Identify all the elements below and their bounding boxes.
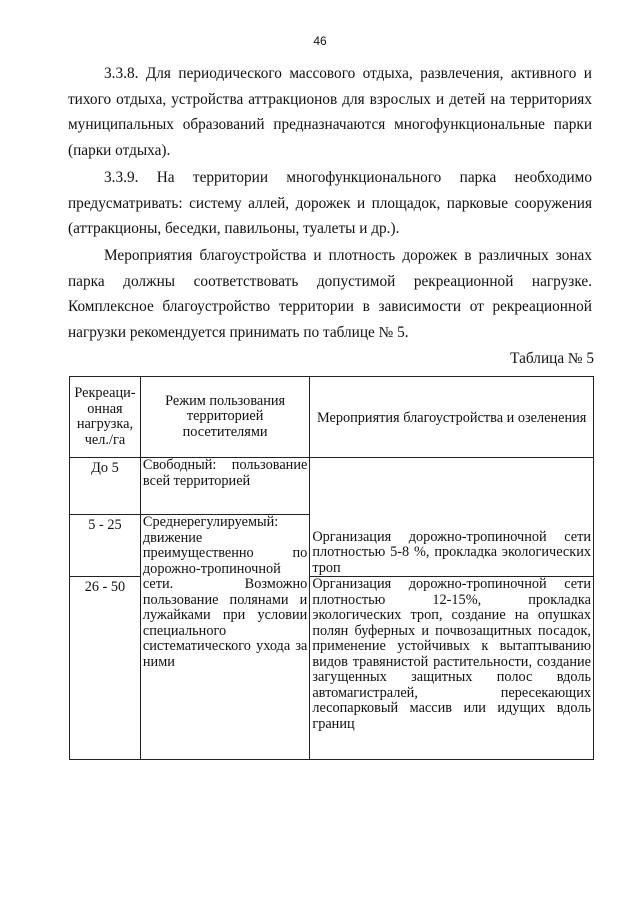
paragraph-3-3-9: 3.3.9. На территории многофункционального парка необходимо предусматривать: систему аллей, дорожек и площадок, парковые сооружения (аттракционы, беседки, павильоны, туалеты и др.). <box>68 169 592 237</box>
table-header-row <box>70 377 594 458</box>
recreation-load-table <box>69 376 594 760</box>
header-mode: Режим пользования территорией посетителями <box>140 377 309 458</box>
row-measures-text: Организация дорожно-тропиночной сети плотностью 5-8 %, прокладка экологических троп <box>312 528 591 576</box>
page-number: 46 <box>313 34 327 48</box>
row-load: 5 - 25 <box>70 515 141 577</box>
row-load: До 5 <box>70 458 141 515</box>
row-mode: Среднерегулируемый: движение преимущественно по дорожно-тропиночной сети. Возможно пользование полянами и лужайками при условии специального систематического ухода за ними <box>140 515 309 760</box>
paragraph-3-3-8: 3.3.8. Для периодического массового отдыха, развлечения, активного и тихого отдыха, устройства аттракционов для взрослых и детей на территориях муниципальных образований предназначаются многофункциональные парки (парки отдыха). <box>68 65 592 159</box>
header-measures: Мероприятия благоустройства и озеленения <box>310 377 594 458</box>
paragraph-recreational-load: Мероприятия благоустройства и плотность дорожек в различных зонах парка должны соответствовать допустимой рекреационной нагрузке. Комплексное благоустройство территории в зависимости от рекреационной нагрузки рекомендуется принимать по таблице № 5. <box>68 247 592 341</box>
row-measures <box>310 458 594 577</box>
row-measures: Организация дорожно-тропиночной сети плотностью 12-15%, прокладка экологических троп, создание на опушках полян буферных и почвозащитных посадок, применение устойчивых к вытаптыванию видов травянистой растительности, создание загущенных защитных полос вдоль автомагистралей, пересекающих лесопарковый массив или идущих вдоль границ <box>310 577 594 760</box>
row-load: 26 - 50 <box>70 577 141 760</box>
table-row <box>70 458 594 515</box>
row-mode: Свободный: пользование всей территорией <box>140 458 309 515</box>
header-load: Рекреаци-онная нагрузка, чел./га <box>70 377 141 458</box>
table-caption: Таблица № 5 <box>510 350 594 367</box>
